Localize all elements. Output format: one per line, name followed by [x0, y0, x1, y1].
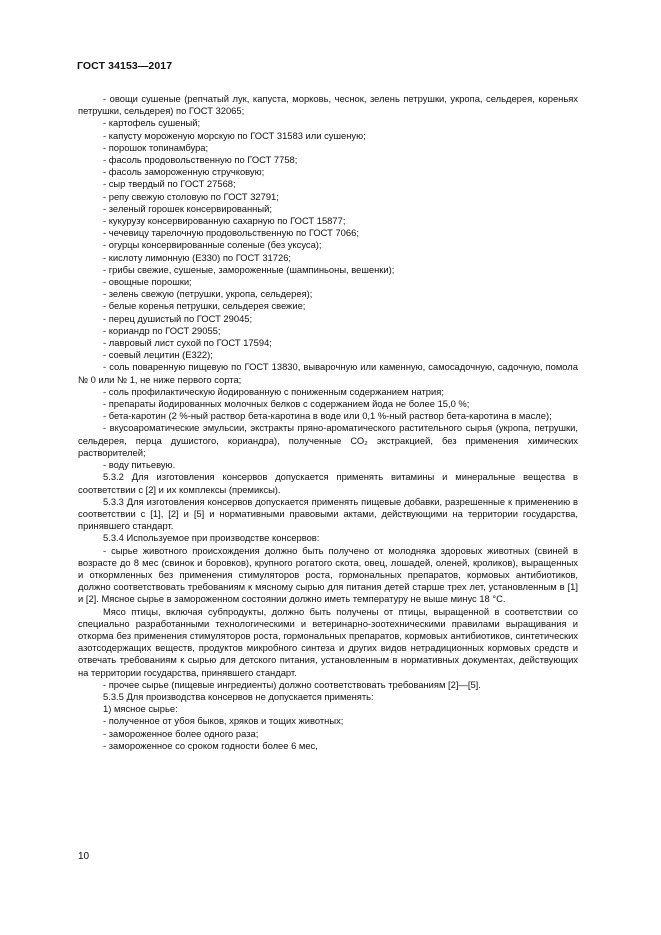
paragraph: - грибы свежие, сушеные, замороженные (шампиньоны, вешенки);	[103, 263, 395, 275]
paragraph: - воду питьевую.	[103, 459, 176, 471]
paragraph: - замороженное более одного раза;	[103, 727, 259, 739]
paragraph: - фасоль продовольственную по ГОСТ 7758;	[103, 154, 298, 166]
paragraph: - препараты йодированных молочных белков с содержанием йода не более 15,0 %;	[103, 398, 470, 410]
paragraph: - лавровый лист сухой по ГОСТ 17594;	[103, 337, 272, 349]
document-body	[78, 93, 578, 752]
paragraph: - капусту мороженую морскую по ГОСТ 31583 или сушеную;	[103, 129, 366, 141]
paragraph: - перец душистый по ГОСТ 29045;	[103, 312, 253, 324]
paragraph: - прочее сырье (пищевые ингредиенты) должно соответствовать требованиям [2]—[5].	[103, 678, 481, 690]
paragraph: - зеленый горошек консервированный;	[103, 202, 272, 214]
paragraph: - фасоль замороженную стручковую;	[103, 166, 265, 178]
paragraph: - белые коренья петрушки, сельдерея свежие;	[103, 300, 306, 312]
paragraph: - репу свежую столовую по ГОСТ 32791;	[103, 190, 279, 202]
paragraph: - огурцы консервированные соленые (без уксуса);	[103, 239, 322, 251]
paragraph: - картофель сушеный;	[103, 117, 201, 129]
paragraph: - бета-каротин (2 %-ный раствор бета-каротина в воде или 0,1 %-ный раствор бета-каротина в масле);	[103, 410, 552, 422]
paragraph: - соль поваренную пищевую по ГОСТ 13830, выварочную или каменную, самосадочную, садочную, помола № 0 или № 1, не ниже первого сорта;	[78, 361, 578, 385]
paragraph: - овощи сушеные (репчатый лук, капуста, морковь, чеснок, зелень петрушки, укропа, сельдерея, кореньях петрушки, сельдерея) по ГОСТ 32065;	[78, 93, 578, 117]
paragraph: - соль профилактическую йодированную с пониженным содержанием натрия;	[103, 385, 444, 397]
paragraph: - кислоту лимонную (Е330) по ГОСТ 31726;	[103, 251, 292, 263]
paragraph: - зелень свежую (петрушки, укропа, сельдерея);	[103, 288, 313, 300]
paragraph: - овощные порошки;	[103, 276, 192, 288]
paragraph: 5.3.2 Для изготовления консервов допускается применять витамины и минеральные вещества в соответствии с [2] и их комплексы (премиксы).	[78, 471, 578, 495]
paragraph: - кориандр по ГОСТ 29055;	[103, 324, 221, 336]
document-header: ГОСТ 34153—2017	[77, 60, 173, 72]
paragraph: - соевый лецитин (Е322);	[103, 349, 213, 361]
paragraph: - сыр твердый по ГОСТ 27568;	[103, 178, 236, 190]
paragraph: 1) мясное сырье:	[103, 703, 178, 715]
paragraph: Мясо птицы, включая субпродукты, должно быть получены от птицы, выращенной в соответствии со специально разработанными технологическими и ветеринарно-зоотехническими правилами выращивания и откорма без применения стимуляторов роста, гормональных препаратов, кормовых антибиотиков, синтетических азотсодержащих веществ, продуктов микробного синтеза и других видов нетрадиционных кормовых средств и отвечать требованиям к сырью для детского питания, установленным в нормативных документах, действующих на территории государства, принявшего стандарт.	[78, 605, 578, 678]
paragraph: - кукурузу консервированную сахарную по ГОСТ 15877;	[103, 215, 346, 227]
paragraph: - полученное от убоя быков, хряков и тощих животных;	[103, 715, 344, 727]
paragraph: 5.3.3 Для изготовления консервов допускается применять пищевые добавки, разрешенные к применению в соответствии с [1], [2] и [5] и нормативными правовыми актами, действующими на территории государства, принявшего стандарт.	[78, 495, 578, 532]
paragraph: - вкусоароматические эмульсии, экстракты пряно-ароматического растительного сырья (укропа, петрушки, сельдерея, перца душистого, кориандра), полученные СО₂ экстракцией, без применения химических растворителей;	[78, 422, 578, 458]
paragraph: - сырье животного происхождения должно быть получено от молодняка здоровых животных (свиней в возрасте до 8 мес (свинок и боровков), крупного рогатого скота, овец, лошадей, оленей, кроликов), выращенных и откормленных без применения стимуляторов роста, гормональных препаратов, кормовых антибиотиков, должно соответствовать требованиям к мясному сырью для питания детей старше трех лет, установленным в [1] и [2]. Мясное сырье в замороженном состоянии должно иметь температуру не выше минус 18 °С.	[78, 544, 578, 605]
paragraph: - замороженное со сроком годности более 6 мес,	[103, 739, 318, 751]
page-number: 10	[78, 851, 90, 862]
paragraph: 5.3.5 Для производства консервов не допускается применять:	[103, 690, 374, 702]
paragraph: - чечевицу тарелочную продовольственную по ГОСТ 7066;	[103, 227, 359, 239]
paragraph: 5.3.4 Используемое при производстве консервов:	[103, 532, 320, 544]
paragraph: - порошок топинамбура;	[103, 141, 209, 153]
